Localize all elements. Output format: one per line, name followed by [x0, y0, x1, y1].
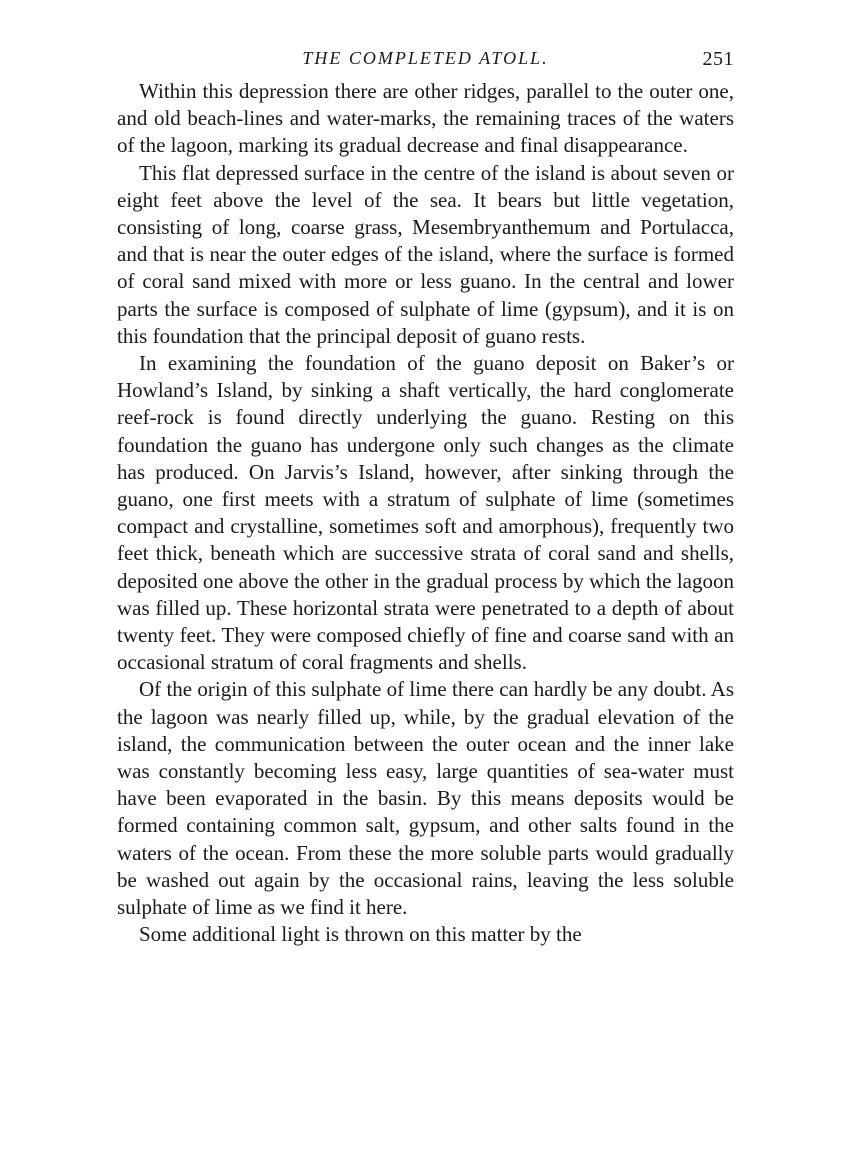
paragraph-1: Within this depression there are other ridges, parallel to the outer one, and old beach-lines and water-marks, the remaining traces of the waters of the lagoon, marking its gradual decrease and final disappearance. — [117, 79, 734, 158]
page-number: 251 — [702, 48, 734, 70]
book-page — [117, 44, 734, 949]
running-head — [117, 44, 734, 78]
body-text — [117, 78, 734, 949]
paragraph-5: Some additional light is thrown on this matter by the — [139, 922, 582, 947]
running-title: THE COMPLETED ATOLL. — [302, 48, 549, 68]
paragraph-2: This flat depressed surface in the centre of the island is about seven or eight feet above the level of the sea. It bears but little vegetation, consisting of long, coarse grass, Mesembryanthemum and Portulacca, and that is near the outer edges of the island, where the surface is formed of coral sand mixed with more or less guano. In the central and lower parts the surface is composed of sulphate of lime (gypsum), and it is on this foundation that the principal deposit of guano rests. — [117, 160, 734, 348]
paragraph-4: Of the origin of this sulphate of lime there can hardly be any doubt. As the lagoon was nearly filled up, while, by the gradual elevation of the island, the communication between the outer ocean and the inner lake was constantly becoming less easy, large quantities of sea-water must have been evaporated in the basin. By this means deposits would be formed containing common salt, gypsum, and other salts found in the waters of the ocean. From these the more soluble parts would gradually be washed out again by the occasional rains, leaving the less soluble sulphate of lime as we find it here. — [117, 677, 734, 920]
paragraph-3: In examining the foundation of the guano deposit on Baker’s or Howland’s Island, by sinking a shaft vertically, the hard conglomerate reef-rock is found directly underlying the guano. Resting on this foundation the guano has undergone only such changes as the climate has produced. On Jarvis’s Island, however, after sinking through the guano, one first meets with a stratum of sulphate of lime (sometimes compact and crystalline, sometimes soft and amorphous), frequently two feet thick, beneath which are successive strata of coral sand and shells, deposited one above the other in the gradual process by which the lagoon was filled up. These horizontal strata were penetrated to a depth of about twenty feet. They were composed chiefly of fine and coarse sand with an occasional stratum of coral fragments and shells. — [117, 351, 734, 675]
